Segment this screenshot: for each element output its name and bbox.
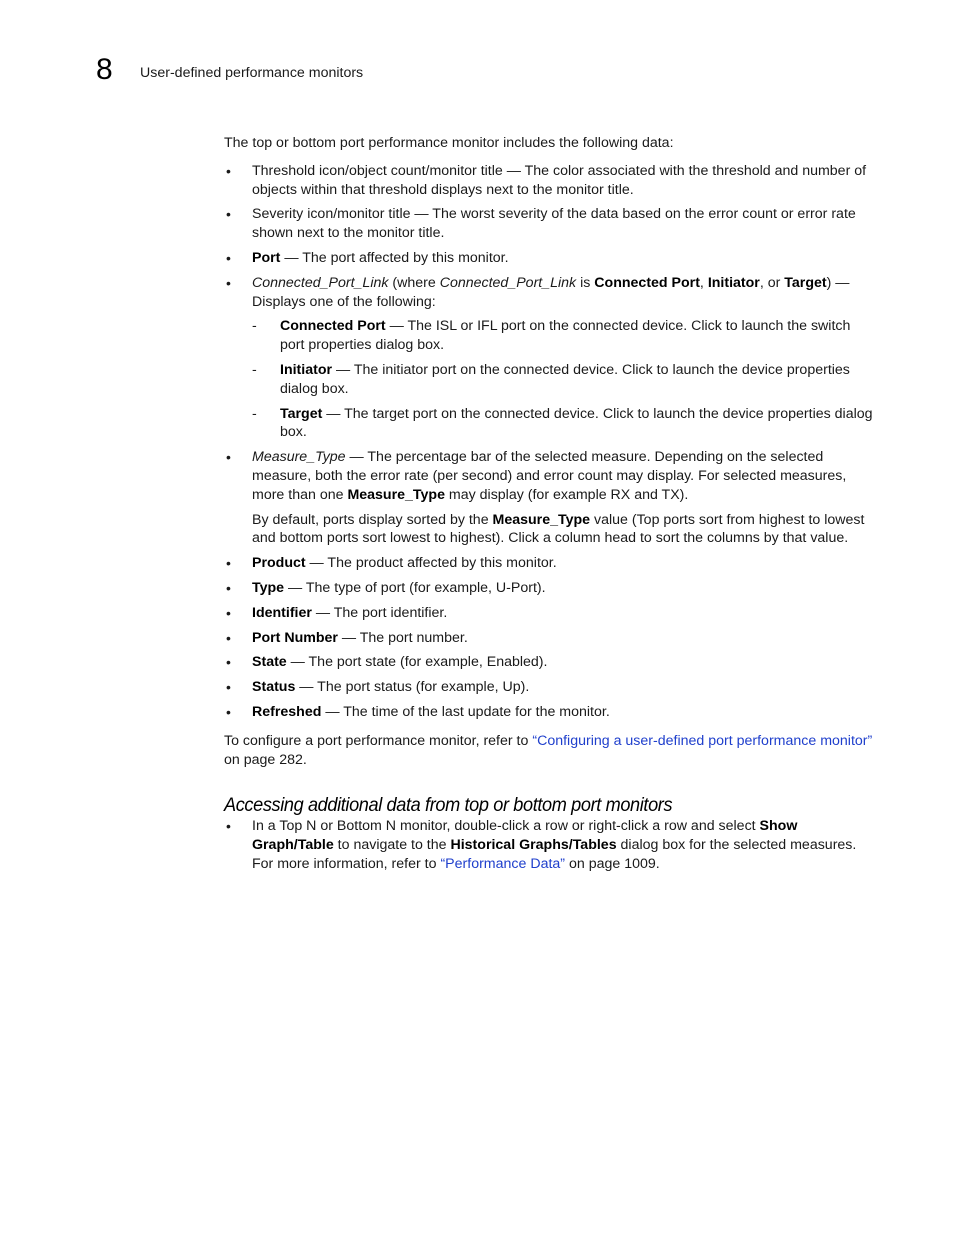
item-desc: — The port state (for example, Enabled). [286, 654, 548, 671]
item-text: Threshold icon/object count/monitor title — The color associated with the threshold and number of objects within that threshold displays next to the monitor title. [252, 162, 867, 198]
item-text: dialog box for the selected measures. For more information, refer to [252, 837, 857, 872]
item-term: Target [784, 274, 827, 291]
paragraph-text: on page 282. [224, 751, 307, 768]
performance-data-link[interactable]: “Performance Data” [440, 855, 566, 872]
item-term: Type [252, 579, 285, 596]
item-term: Refreshed [252, 703, 322, 720]
bullet-icon: • [226, 274, 231, 291]
list-item-port [224, 249, 874, 268]
list-item-connected-port-link [224, 274, 874, 442]
item-term: Connected Port [594, 274, 700, 291]
chapter-number: 8 [96, 53, 113, 86]
bullet-icon: • [226, 449, 231, 466]
list-item-measure-type [224, 448, 874, 548]
item-text: (where [388, 274, 440, 291]
bullet-icon: • [226, 703, 231, 720]
configure-paragraph [224, 732, 874, 770]
item-term: Initiator [280, 361, 333, 378]
measure-sort-paragraph [252, 511, 874, 549]
item-desc: — The initiator port on the connected device. Click to launch the device properties dialog box. [280, 361, 850, 397]
bullet-icon: • [226, 654, 231, 671]
item-desc: — The percentage bar of the selected measure. Depending on the selected measure, both the error rate (per second) and error count may display. For selected measures, more than one [252, 449, 847, 503]
list-item-threshold [224, 162, 874, 200]
item-text: , [699, 274, 708, 291]
item-desc: — The time of the last update for the monitor. [321, 703, 610, 720]
dash-icon: - [252, 361, 257, 378]
list-item-identifier [224, 604, 874, 623]
item-desc: — The port number. [337, 629, 468, 646]
dash-icon: - [252, 318, 257, 335]
data-list [224, 162, 874, 548]
section-heading: Accessing additional data from top or bottom port monitors [224, 794, 673, 817]
item-term-italic: Connected_Port_Link [252, 274, 389, 291]
item-desc: — The port affected by this monitor. [280, 249, 509, 266]
sub-item-initiator [252, 361, 874, 399]
item-desc: — The target port on the connected device. Click to launch the device properties dialog box. [280, 405, 873, 441]
item-text: By default, ports display sorted by the [252, 511, 493, 528]
item-term: Identifier [252, 604, 312, 621]
item-term: Measure_Type [492, 511, 591, 528]
item-term: State [252, 654, 287, 671]
list-item-refreshed [224, 703, 874, 722]
item-term: Connected Port [280, 318, 386, 335]
item-text: ) — Displays one of the following: [252, 274, 850, 310]
bullet-icon: • [226, 249, 231, 266]
item-text: to navigate to the [333, 837, 451, 854]
data-list-continued [224, 554, 874, 722]
item-desc: — The product affected by this monitor. [305, 555, 557, 572]
item-term: Historical Graphs/Tables [450, 837, 617, 854]
item-desc: — The ISL or IFL port on the connected device. Click to launch the switch port properties dialog box. [280, 318, 851, 354]
bullet-icon: • [226, 579, 231, 596]
item-text: on page 1009. [565, 855, 660, 872]
intro-paragraph: The top or bottom port performance monitor includes the following data: [224, 135, 674, 151]
item-term: Status [252, 679, 296, 696]
dash-icon: - [252, 405, 257, 422]
list-item-state [224, 653, 874, 672]
item-term: Product [252, 555, 306, 572]
item-term-italic: Measure_Type [252, 449, 346, 466]
bullet-icon: • [226, 679, 231, 696]
list-item-port-number [224, 629, 874, 648]
bullet-icon: • [226, 629, 231, 646]
item-text: Severity icon/monitor title — The worst severity of the data based on the error count or error rate shown next to the monitor title. [252, 206, 856, 242]
item-desc: — The type of port (for example, U-Port). [284, 579, 546, 596]
list-item-product [224, 554, 874, 573]
sub-list [252, 317, 874, 442]
item-desc: may display (for example RX and TX). [444, 486, 689, 503]
bullet-icon: • [226, 206, 231, 223]
item-term-italic: Connected_Port_Link [439, 274, 577, 291]
configure-monitor-link[interactable]: “Configuring a user-defined port performance monitor” [532, 732, 873, 749]
item-term: Target [280, 405, 323, 422]
bullet-icon: • [226, 162, 231, 179]
item-term: Port [252, 249, 281, 266]
item-desc: — The port identifier. [311, 604, 448, 621]
item-text: value (Top ports sort from highest to lowest and bottom ports sort lowest to highest). Click a column head to sort the columns by that value. [252, 511, 865, 547]
item-term: Initiator [707, 274, 760, 291]
access-list [224, 817, 874, 873]
item-text: , or [759, 274, 785, 291]
item-text: is [576, 274, 595, 291]
bullet-icon: • [226, 818, 231, 835]
sub-item-target [252, 405, 874, 443]
running-title: User-defined performance monitors [140, 65, 364, 81]
item-text: In a Top N or Bottom N monitor, double-click a row or right-click a row and select [252, 818, 760, 835]
item-term: Show Graph/Table [252, 818, 798, 854]
page-body [224, 134, 874, 880]
item-term: Measure_Type [347, 486, 445, 503]
sub-item-connected-port [252, 317, 874, 355]
list-item-type [224, 579, 874, 598]
item-term: Port Number [252, 629, 338, 646]
bullet-icon: • [226, 555, 231, 572]
list-item-access [224, 817, 874, 873]
paragraph-text: To configure a port performance monitor, refer to [224, 732, 533, 749]
list-item-severity [224, 205, 874, 243]
bullet-icon: • [226, 604, 231, 621]
item-desc: — The port status (for example, Up). [295, 679, 530, 696]
list-item-status [224, 678, 874, 697]
